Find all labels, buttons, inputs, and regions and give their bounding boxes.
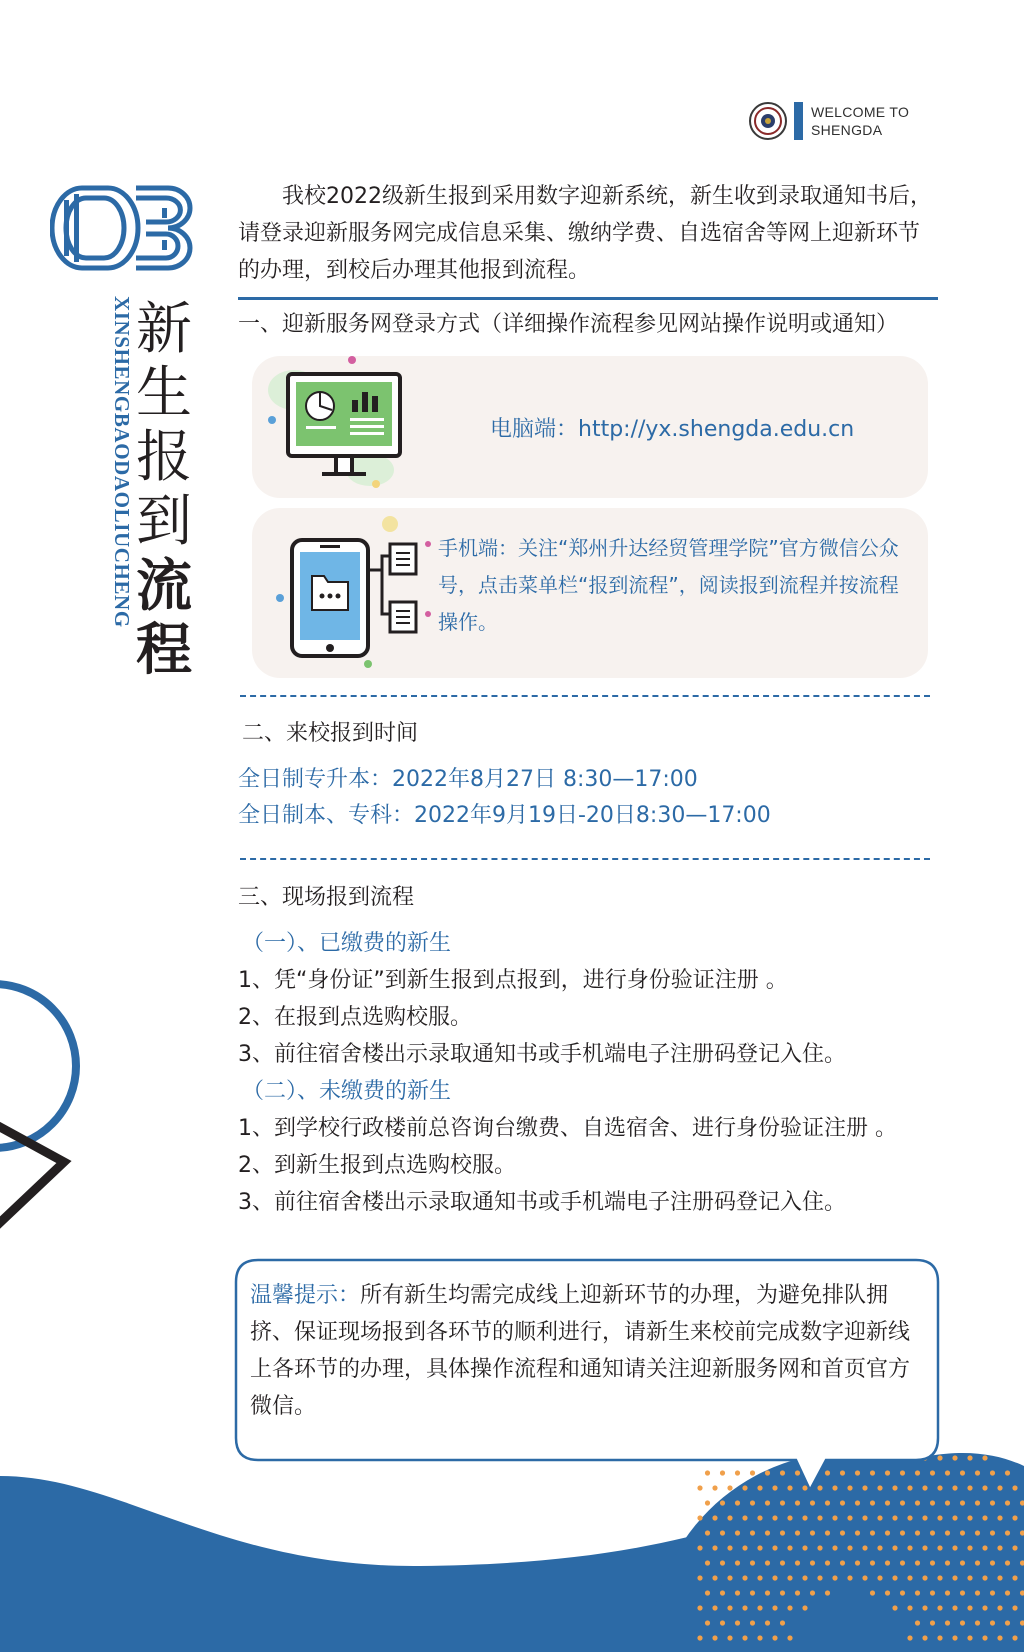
decor-dot: [742, 1545, 747, 1550]
decor-dot: [840, 1530, 845, 1535]
decor-dot: [810, 1560, 815, 1565]
decor-dot: [697, 1575, 702, 1580]
decor-dot: [997, 1485, 1002, 1490]
decor-dot: [720, 1560, 725, 1565]
decor-dot: [697, 1605, 702, 1610]
decor-dot: [960, 1530, 965, 1535]
decor-dot: [930, 1500, 935, 1505]
pinyin-title: XINSHENGBAODAOLIUCHENG: [110, 296, 134, 628]
decor-dot: [727, 1545, 732, 1550]
decor-dot: [780, 1500, 785, 1505]
decor-dot: [922, 1635, 927, 1640]
decor-dot: [945, 1470, 950, 1475]
unpaid-step-3: 3、前往宿舍楼出示录取通知书或手机端电子注册码登记入住。: [238, 1190, 846, 1215]
decor-dot: [742, 1635, 747, 1640]
decor-dot: [907, 1575, 912, 1580]
decor-dot: [772, 1545, 777, 1550]
decor-dot: [780, 1560, 785, 1565]
decor-dot: [735, 1560, 740, 1565]
decor-dot: [937, 1605, 942, 1610]
decor-dot: [735, 1500, 740, 1505]
decor-dot: [960, 1470, 965, 1475]
decor-dot: [765, 1590, 770, 1595]
decor-dot: [892, 1515, 897, 1520]
smartphone-icon: [266, 514, 436, 676]
decor-dot: [982, 1455, 987, 1460]
decor-dot: [907, 1515, 912, 1520]
decor-dot: [900, 1530, 905, 1535]
decor-dot: [975, 1470, 980, 1475]
decor-dot: [795, 1530, 800, 1535]
decor-dot: [832, 1515, 837, 1520]
decor-dot: [990, 1500, 995, 1505]
decor-dot: [840, 1560, 845, 1565]
decor-dot: [1012, 1485, 1017, 1490]
decor-dot: [982, 1635, 987, 1640]
decor-dot: [960, 1560, 965, 1565]
decor-dot: [765, 1620, 770, 1625]
decor-dot: [930, 1560, 935, 1565]
decor-dot: [937, 1545, 942, 1550]
decor-dot: [960, 1590, 965, 1595]
decor-dot: [945, 1590, 950, 1595]
time-upgrade-program: 全日制专升本：2022年8月27日 8:30—17:00: [238, 767, 698, 792]
decor-dot: [990, 1530, 995, 1535]
tip-body: 所有新生均需完成线上迎新环节的办理，为避免排队拥挤、保证现场报到各环节的顺利进行，请新生来校前完成数字迎新线上各环节的办理，具体操作流程和通知请关注迎新服务网和首页官方微信。: [250, 1283, 911, 1419]
decor-dot: [960, 1620, 965, 1625]
decor-dot: [765, 1530, 770, 1535]
decor-dot: [870, 1530, 875, 1535]
decor-dot: [915, 1620, 920, 1625]
decor-dot: [937, 1515, 942, 1520]
title-char-1: 新: [136, 297, 192, 362]
decor-dot: [952, 1635, 957, 1640]
decor-dot: [1005, 1560, 1010, 1565]
decor-dot: [697, 1515, 702, 1520]
decor-dot: [922, 1515, 927, 1520]
decor-dot: [975, 1560, 980, 1565]
time-undergrad-program: 全日制本、专科：2022年9月19日-20日8:30—17:00: [238, 803, 771, 828]
decor-dot: [997, 1635, 1002, 1640]
title-char-2: 生: [136, 361, 192, 426]
decor-dot: [975, 1530, 980, 1535]
decor-dot: [967, 1575, 972, 1580]
decor-dot: [870, 1500, 875, 1505]
decor-dot: [900, 1560, 905, 1565]
decor-dot: [802, 1545, 807, 1550]
decor-dot: [825, 1530, 830, 1535]
decor-dot: [795, 1590, 800, 1595]
decor-dot: [765, 1500, 770, 1505]
decor-dot: [817, 1575, 822, 1580]
decor-dot: [997, 1575, 1002, 1580]
decor-dot: [720, 1590, 725, 1595]
decor-dot: [720, 1620, 725, 1625]
decor-dot: [757, 1515, 762, 1520]
decor-dot: [705, 1620, 710, 1625]
decor-dot: [757, 1575, 762, 1580]
decor-dot: [952, 1575, 957, 1580]
decor-dot: [892, 1605, 897, 1610]
decor-dot: [1005, 1590, 1010, 1595]
decor-dot: [885, 1590, 890, 1595]
decor-dot: [907, 1545, 912, 1550]
decor-dot: [922, 1545, 927, 1550]
decor-dot: [877, 1515, 882, 1520]
school-seal-icon: [748, 101, 788, 141]
decor-dot: [750, 1560, 755, 1565]
intro-paragraph: 我校2022级新生报到采用数字迎新系统，新生收到录取通知书后，请登录迎新服务网完成信息采集、缴纳学费、自选宿舍等网上迎新环节的办理，到校后办理其他报到流程。: [238, 184, 932, 283]
decor-dot: [915, 1530, 920, 1535]
decor-dot: [757, 1545, 762, 1550]
title-char-4: 到: [136, 489, 192, 554]
decor-dot: [990, 1470, 995, 1475]
decor-dot: [780, 1590, 785, 1595]
mobile-login-card: [252, 508, 928, 678]
paid-step-2: 2、在报到点选购校服。: [238, 1005, 472, 1030]
decor-dot: [705, 1590, 710, 1595]
decor-dot: [720, 1500, 725, 1505]
section-3-heading: 三、现场报到流程: [238, 885, 415, 910]
decor-dot: [1005, 1530, 1010, 1535]
decor-dot: [975, 1590, 980, 1595]
mobile-login-instructions: 手机端：关注“郑州升达经贸管理学院”官方微信公众号，点击菜单栏“报到流程”，阅读报到流程并按流程操作。: [438, 536, 899, 634]
decor-dot: [907, 1635, 912, 1640]
decor-dot: [802, 1575, 807, 1580]
decor-dot: [795, 1560, 800, 1565]
section-2-heading: 二、来校报到时间: [242, 721, 419, 746]
decor-dot: [967, 1515, 972, 1520]
decor-dot: [742, 1575, 747, 1580]
decor-dot: [847, 1545, 852, 1550]
decor-dot: [757, 1635, 762, 1640]
decor-dot: [937, 1635, 942, 1640]
decor-dot: [892, 1545, 897, 1550]
decor-dot: [862, 1575, 867, 1580]
vertical-chinese-title: [132, 298, 202, 682]
decor-dot: [945, 1620, 950, 1625]
decor-dot: [772, 1605, 777, 1610]
paid-step-1: 1、凭“身份证”到新生报到点报到，进行身份验证注册 。: [238, 968, 788, 993]
decor-dot: [937, 1575, 942, 1580]
unpaid-step-2: 2、到新生报到点选购校服。: [238, 1153, 516, 1178]
decor-dot: [930, 1530, 935, 1535]
decor-dot: [712, 1635, 717, 1640]
decor-dot: [727, 1515, 732, 1520]
pc-login-card: [252, 356, 928, 498]
decor-dot: [922, 1575, 927, 1580]
decor-dot: [922, 1605, 927, 1610]
decor-dot: [892, 1575, 897, 1580]
decor-dot: [862, 1515, 867, 1520]
decor-dot: [705, 1500, 710, 1505]
decor-dot: [727, 1605, 732, 1610]
decor-dot: [712, 1605, 717, 1610]
decor-dot: [832, 1575, 837, 1580]
decor-dot: [877, 1545, 882, 1550]
decor-dot: [712, 1575, 717, 1580]
decor-dot: [967, 1605, 972, 1610]
decor-dot: [1012, 1515, 1017, 1520]
decor-dot: [727, 1635, 732, 1640]
decor-dot: [1012, 1575, 1017, 1580]
welcome-logo: [748, 102, 909, 140]
welcome-line-1: WELCOME TO: [811, 104, 910, 120]
decor-dot: [772, 1575, 777, 1580]
decor-dot: [780, 1530, 785, 1535]
decor-dot: [982, 1575, 987, 1580]
decor-dot: [712, 1515, 717, 1520]
decor-dot: [802, 1515, 807, 1520]
decor-dot: [750, 1620, 755, 1625]
decor-dot: [802, 1605, 807, 1610]
decor-dot: [862, 1545, 867, 1550]
decor-dot: [810, 1500, 815, 1505]
decor-dot: [817, 1545, 822, 1550]
decor-dot: [997, 1515, 1002, 1520]
welcome-bar: [794, 102, 803, 140]
decor-dot: [735, 1590, 740, 1595]
decor-dot: [870, 1560, 875, 1565]
decor-dot: [990, 1560, 995, 1565]
decor-dot: [787, 1605, 792, 1610]
tip-text: [250, 1277, 920, 1425]
decor-dot: [915, 1590, 920, 1595]
decor-dot: [952, 1515, 957, 1520]
decor-dot: [1005, 1470, 1010, 1475]
decor-dot: [772, 1635, 777, 1640]
title-char-3: 报: [136, 425, 192, 490]
decor-dot: [870, 1590, 875, 1595]
decor-dot: [697, 1545, 702, 1550]
desktop-monitor-icon: [258, 350, 418, 500]
decor-dot: [915, 1560, 920, 1565]
title-char-6: 程: [136, 617, 192, 683]
unpaid-step-1: 1、到学校行政楼前总咨询台缴费、自选宿舍、进行身份验证注册 。: [238, 1116, 897, 1141]
decor-dot: [855, 1560, 860, 1565]
decor-dot: [780, 1620, 785, 1625]
decor-dot: [982, 1485, 987, 1490]
dashed-divider-2: [240, 858, 930, 860]
decor-dot: [757, 1605, 762, 1610]
decor-dot: [825, 1590, 830, 1595]
decor-dot: [750, 1500, 755, 1505]
pc-login-url[interactable]: 电脑端：http://yx.shengda.edu.cn: [490, 417, 855, 442]
decor-dot: [772, 1515, 777, 1520]
decor-dot: [900, 1590, 905, 1595]
decor-dot: [990, 1590, 995, 1595]
paid-step-3: 3、前往宿舍楼出示录取通知书或手机端电子注册码登记入住。: [238, 1042, 846, 1067]
section-1-heading: 一、迎新服务网登录方式（详细操作流程参见网站操作说明或通知）: [238, 312, 899, 337]
decor-dot: [735, 1530, 740, 1535]
decor-dot: [952, 1605, 957, 1610]
decor-dot: [990, 1620, 995, 1625]
decor-dot: [840, 1500, 845, 1505]
decor-dot: [787, 1635, 792, 1640]
decor-dot: [742, 1515, 747, 1520]
decor-dot: [915, 1500, 920, 1505]
decor-dot: [810, 1530, 815, 1535]
decor-dot: [787, 1545, 792, 1550]
decor-dot: [832, 1545, 837, 1550]
decor-dot: [712, 1545, 717, 1550]
decor-dot: [697, 1635, 702, 1640]
decor-dot: [900, 1500, 905, 1505]
decor-dot: [750, 1530, 755, 1535]
decor-dot: [952, 1455, 957, 1460]
decor-dot: [945, 1530, 950, 1535]
decor-dot: [945, 1560, 950, 1565]
decor-dot: [855, 1530, 860, 1535]
decor-dot: [1012, 1605, 1017, 1610]
decor-dot: [930, 1590, 935, 1595]
decor-dot: [817, 1515, 822, 1520]
decor-dot: [765, 1560, 770, 1565]
decor-dot: [930, 1620, 935, 1625]
decor-dot: [720, 1530, 725, 1535]
decor-dot: [1012, 1635, 1017, 1640]
left-circle-outline: [0, 984, 76, 1148]
welcome-line-2: SHENGDA: [811, 122, 883, 138]
decor-dot: [885, 1500, 890, 1505]
decor-dot: [997, 1605, 1002, 1610]
dashed-divider-1: [240, 695, 930, 697]
decor-dot: [982, 1515, 987, 1520]
decor-dot: [952, 1485, 957, 1490]
decor-dot: [967, 1635, 972, 1640]
decor-dot: [705, 1560, 710, 1565]
decor-dot: [885, 1560, 890, 1565]
welcome-text: [811, 103, 909, 139]
decor-dot: [945, 1500, 950, 1505]
decor-dot: [750, 1590, 755, 1595]
decor-dot: [997, 1545, 1002, 1550]
decor-dot: [735, 1620, 740, 1625]
decor-dot: [847, 1575, 852, 1580]
decor-dot: [975, 1620, 980, 1625]
decor-dot: [877, 1575, 882, 1580]
decor-dot: [967, 1455, 972, 1460]
decor-dot: [1005, 1500, 1010, 1505]
decor-dot: [1012, 1545, 1017, 1550]
decor-dot: [967, 1485, 972, 1490]
decor-dot: [727, 1575, 732, 1580]
decor-dot: [960, 1500, 965, 1505]
decor-dot: [847, 1515, 852, 1520]
section-number-03: [50, 178, 200, 278]
tip-label: 温馨提示：: [250, 1283, 361, 1308]
decor-dot: [705, 1530, 710, 1535]
decor-dot: [810, 1590, 815, 1595]
decor-dot: [742, 1605, 747, 1610]
decor-dot: [855, 1500, 860, 1505]
decor-dot: [825, 1560, 830, 1565]
decor-dot: [982, 1545, 987, 1550]
paid-students-heading: （一）、已缴费的新生: [242, 931, 452, 956]
decor-dot: [795, 1500, 800, 1505]
unpaid-students-heading: （二）、未缴费的新生: [242, 1079, 452, 1104]
decor-dot: [787, 1515, 792, 1520]
decor-dot: [967, 1545, 972, 1550]
decor-dot: [885, 1530, 890, 1535]
decor-dot: [825, 1500, 830, 1505]
title-char-5: 流: [136, 553, 192, 619]
decor-dot: [982, 1605, 987, 1610]
intro-divider: [238, 297, 938, 300]
left-diamond-outline: [0, 1116, 64, 1232]
decor-dot: [1005, 1620, 1010, 1625]
decor-dot: [787, 1575, 792, 1580]
decor-dot: [952, 1545, 957, 1550]
decor-dot: [907, 1605, 912, 1610]
decor-dot: [975, 1500, 980, 1505]
